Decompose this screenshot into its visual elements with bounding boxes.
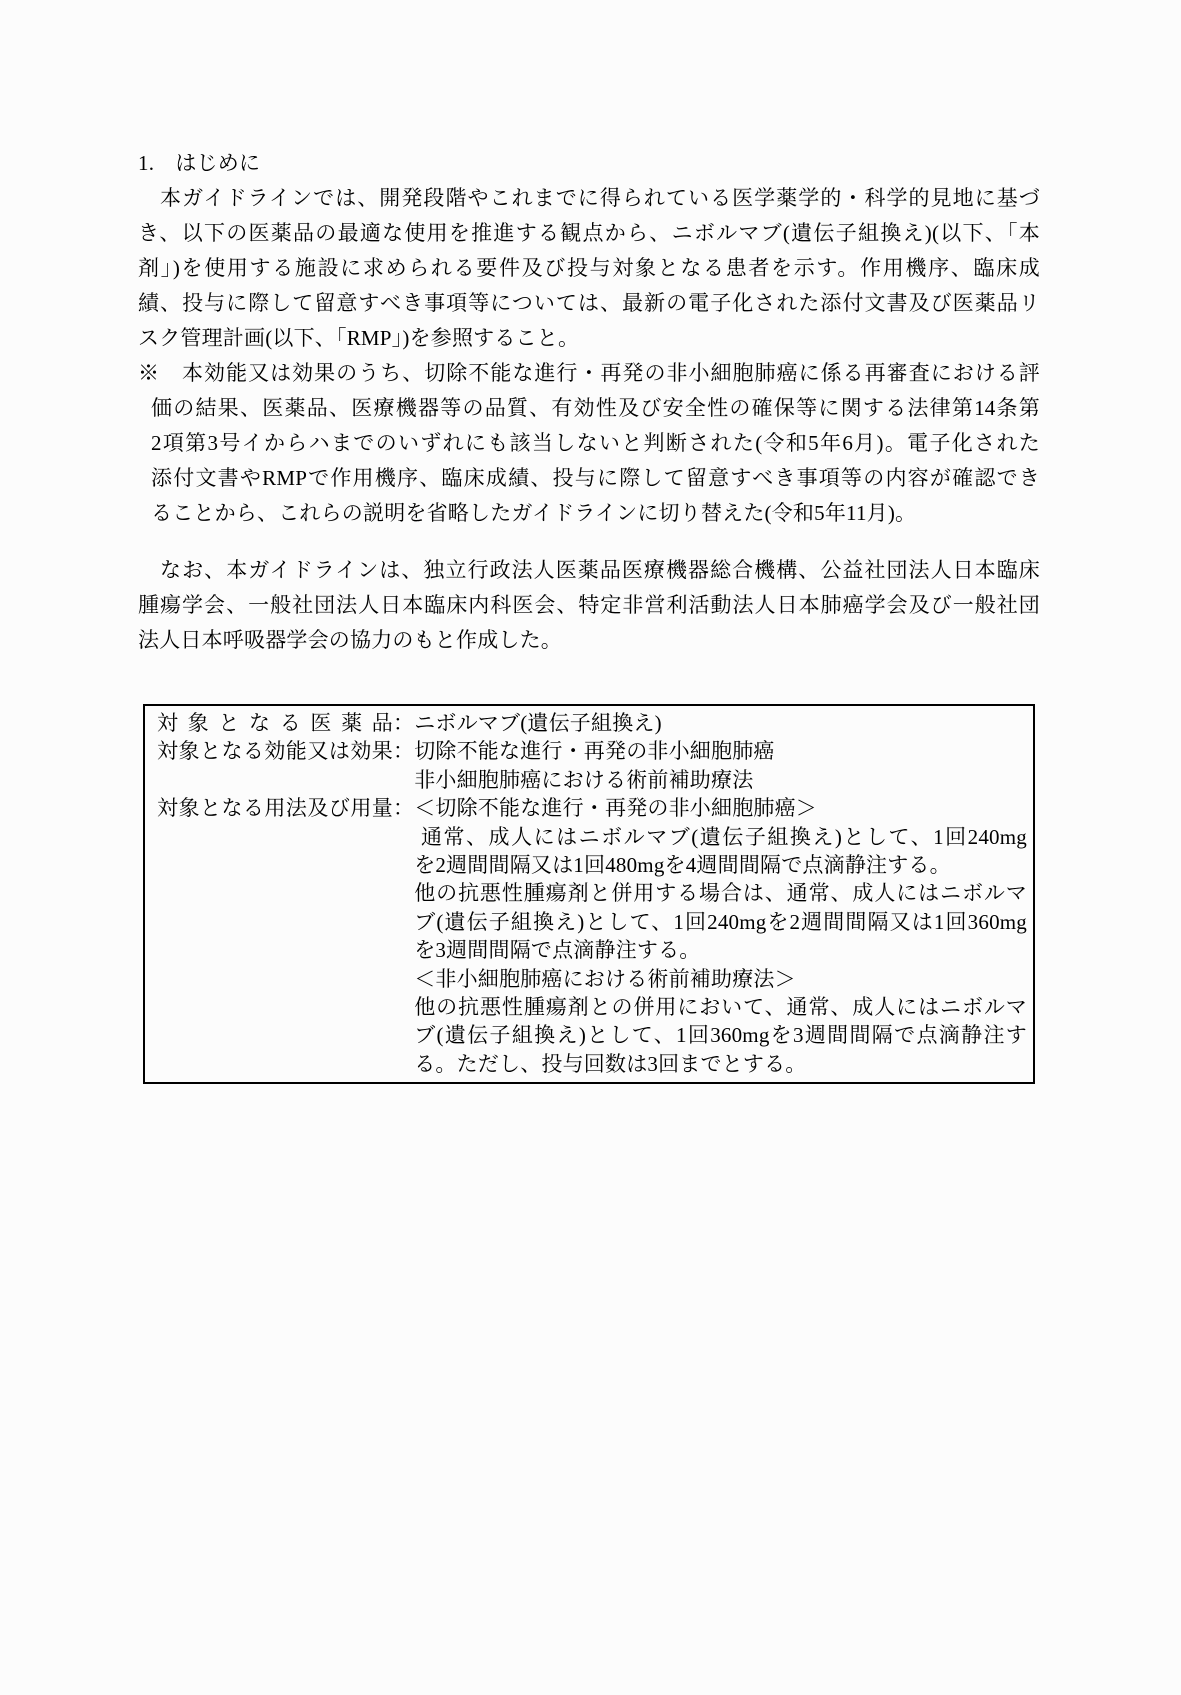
- drug-info-table: [143, 704, 1035, 1084]
- text-line: 通常、成人にはニボルマブ(遺伝子組換え)として、1回240mg: [414, 824, 1027, 849]
- row-label: 対象となる用法及び用量: [157, 796, 393, 821]
- text-line: 非小細胞肺癌における術前補助療法: [414, 767, 754, 792]
- text-line: 他の抗悪性腫瘍剤と併用する場合は、通常、成人にはニボルマ: [414, 881, 1027, 906]
- text-line: ブ(遺伝子組換え)として、1回240mgを2週間間隔又は1回360mg: [414, 909, 1027, 934]
- text-line: 切除不能な進行・再発の非小細胞肺癌: [414, 739, 775, 764]
- table-row: [157, 709, 1027, 737]
- text-line: 他の抗悪性腫瘍剤との併用において、通常、成人にはニボルマ: [414, 995, 1027, 1020]
- text-line: ＜切除不能な進行・再発の非小細胞肺癌＞: [414, 796, 818, 821]
- note-paragraph: [138, 356, 1040, 531]
- text-line: 剤」)を使用する施設に求められる要件及び投与対象となる患者を示す。作用機序、臨床成: [138, 256, 1040, 280]
- text-line: き、以下の医薬品の最適な使用を推進する観点から、ニボルマブ(遺伝子組換え)(以下、「本: [138, 221, 1040, 245]
- intro-paragraph: [138, 181, 1040, 356]
- text-line: を3週間間隔で点滴静注する。: [414, 938, 701, 963]
- table-row: [157, 794, 1027, 1078]
- text-line: ることから、これらの説明を省略したガイドラインに切り替えた(令和5年11月)。: [151, 501, 917, 525]
- text-line: 法人日本呼吸器学会の協力のもと作成した。: [138, 628, 562, 652]
- row-separator: ：: [393, 739, 415, 764]
- text-line: ※ 本効能又は効果のうち、切除不能な進行・再発の非小細胞肺癌に係る再審査における評: [138, 361, 1040, 385]
- table-row: [157, 737, 1027, 794]
- row-separator: ：: [393, 711, 415, 735]
- text-line: 績、投与に際して留意すべき事項等については、最新の電子化された添付文書及び医薬品リ: [138, 291, 1040, 315]
- text-line: なお、本ガイドラインは、独立行政法人医薬品医療機器総合機構、公益社団法人日本臨床: [138, 558, 1040, 582]
- row-content: [414, 709, 1027, 737]
- text-line: る。ただし、投与回数は3回までとする。: [414, 1051, 807, 1076]
- text-line: ＜非小細胞肺癌における術前補助療法＞: [414, 966, 796, 991]
- row-label: 対象となる効能又は効果: [157, 739, 393, 764]
- acknowledgement-paragraph: [138, 553, 1040, 658]
- text-line: 添付文書やRMPで作用機序、臨床成績、投与に際して留意すべき事項等の内容が確認でき: [151, 466, 1040, 490]
- row-label: 対象となる医薬品: [157, 711, 393, 735]
- text-line: を2週間間隔又は1回480mgを4週間間隔で点滴静注する。: [414, 853, 951, 878]
- text-line: 腫瘍学会、一般社団法人日本臨床内科医会、特定非営利活動法人日本肺癌学会及び一般社団: [138, 593, 1040, 617]
- row-separator: ：: [393, 796, 415, 821]
- text-line: ニボルマブ(遺伝子組換え): [414, 711, 662, 735]
- document-content: [138, 146, 1040, 1084]
- row-content: [414, 737, 1027, 794]
- row-content: [414, 794, 1027, 1078]
- text-line: 2項第3号イからハまでのいずれにも該当しないと判断された(令和5年6月)。電子化された: [151, 431, 1040, 455]
- section-heading: 1. はじめに: [138, 151, 261, 175]
- text-line: 価の結果、医薬品、医療機器等の品質、有効性及び安全性の確保等に関する法律第14条第: [151, 396, 1040, 420]
- text-line: 本ガイドラインでは、開発段階やこれまでに得られている医学薬学的・科学的見地に基づ: [138, 186, 1040, 210]
- text-line: ブ(遺伝子組換え)として、1回360mgを3週間間隔で点滴静注す: [414, 1023, 1027, 1048]
- text-line: スク管理計画(以下、「RMP」)を参照すること。: [138, 326, 580, 350]
